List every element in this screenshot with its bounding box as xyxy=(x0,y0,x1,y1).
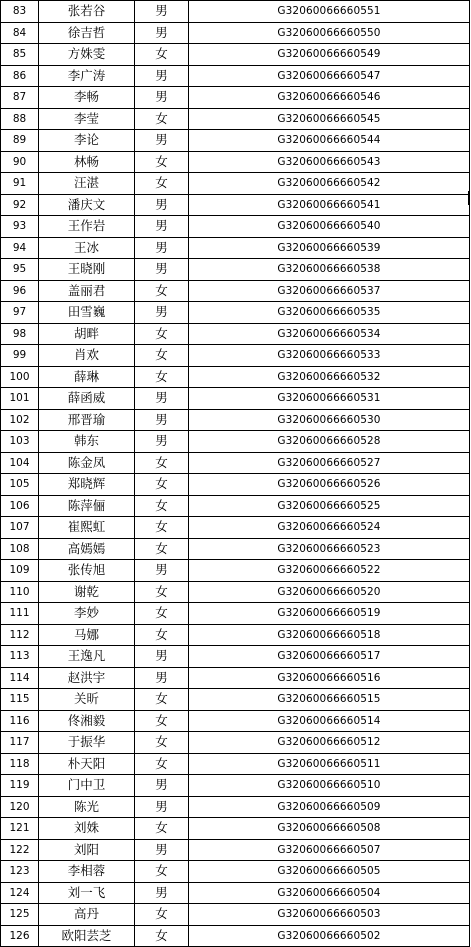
row-number-cell: 113 xyxy=(1,646,39,668)
id-number-cell: G32060066660550 xyxy=(189,22,470,44)
gender-cell: 女 xyxy=(135,624,189,646)
table-row xyxy=(1,882,470,904)
id-number-cell: G32060066660533 xyxy=(189,345,470,367)
name-cell: 胡畔 xyxy=(39,323,135,345)
id-number-cell: G32060066660543 xyxy=(189,151,470,173)
name-cell: 于振华 xyxy=(39,732,135,754)
gender-cell: 女 xyxy=(135,689,189,711)
gender-cell: 男 xyxy=(135,194,189,216)
row-number-cell: 108 xyxy=(1,538,39,560)
name-cell: 马娜 xyxy=(39,624,135,646)
row-number-cell: 97 xyxy=(1,302,39,324)
id-number-cell: G32060066660526 xyxy=(189,474,470,496)
table-row xyxy=(1,302,470,324)
table-row xyxy=(1,22,470,44)
gender-cell: 男 xyxy=(135,775,189,797)
name-cell: 薛函威 xyxy=(39,388,135,410)
name-cell: 赵洪宇 xyxy=(39,667,135,689)
name-cell: 邢晋瑜 xyxy=(39,409,135,431)
table-row xyxy=(1,366,470,388)
gender-cell: 女 xyxy=(135,280,189,302)
name-cell: 关昕 xyxy=(39,689,135,711)
id-number-cell: G32060066660520 xyxy=(189,581,470,603)
gender-cell: 男 xyxy=(135,388,189,410)
id-number-cell: G32060066660528 xyxy=(189,431,470,453)
name-cell: 谢乾 xyxy=(39,581,135,603)
row-number-cell: 114 xyxy=(1,667,39,689)
row-number-cell: 116 xyxy=(1,710,39,732)
table-row xyxy=(1,323,470,345)
table-row xyxy=(1,151,470,173)
table-row xyxy=(1,710,470,732)
id-number-cell: G32060066660549 xyxy=(189,44,470,66)
id-number-cell: G32060066660546 xyxy=(189,87,470,109)
id-number-cell: G32060066660523 xyxy=(189,538,470,560)
gender-cell: 男 xyxy=(135,560,189,582)
table-row xyxy=(1,818,470,840)
id-number-cell: G32060066660502 xyxy=(189,925,470,947)
table-row xyxy=(1,732,470,754)
row-number-cell: 86 xyxy=(1,65,39,87)
id-number-cell: G32060066660503 xyxy=(189,904,470,926)
gender-cell: 女 xyxy=(135,151,189,173)
table-row xyxy=(1,753,470,775)
name-cell: 林畅 xyxy=(39,151,135,173)
id-number-cell: G32060066660518 xyxy=(189,624,470,646)
cursor-mark xyxy=(468,191,470,205)
gender-cell: 男 xyxy=(135,65,189,87)
name-cell: 王作岩 xyxy=(39,216,135,238)
table-row xyxy=(1,581,470,603)
name-cell: 王冰 xyxy=(39,237,135,259)
table-row xyxy=(1,495,470,517)
name-cell: 朴天阳 xyxy=(39,753,135,775)
row-number-cell: 92 xyxy=(1,194,39,216)
name-cell: 张传旭 xyxy=(39,560,135,582)
id-number-cell: G32060066660534 xyxy=(189,323,470,345)
row-number-cell: 89 xyxy=(1,130,39,152)
name-cell: 盖丽君 xyxy=(39,280,135,302)
table-row xyxy=(1,839,470,861)
row-number-cell: 100 xyxy=(1,366,39,388)
gender-cell: 男 xyxy=(135,237,189,259)
gender-cell: 女 xyxy=(135,108,189,130)
gender-cell: 女 xyxy=(135,495,189,517)
row-number-cell: 111 xyxy=(1,603,39,625)
name-cell: 肖欢 xyxy=(39,345,135,367)
id-number-cell: G32060066660525 xyxy=(189,495,470,517)
gender-cell: 男 xyxy=(135,409,189,431)
gender-cell: 女 xyxy=(135,861,189,883)
table-row xyxy=(1,216,470,238)
name-cell: 徐吉哲 xyxy=(39,22,135,44)
name-cell: 李相蓉 xyxy=(39,861,135,883)
name-cell: 欧阳芸芝 xyxy=(39,925,135,947)
id-number-cell: G32060066660530 xyxy=(189,409,470,431)
table-row xyxy=(1,409,470,431)
table-row xyxy=(1,130,470,152)
id-number-cell: G32060066660538 xyxy=(189,259,470,281)
row-number-cell: 104 xyxy=(1,452,39,474)
gender-cell: 女 xyxy=(135,44,189,66)
name-cell: 李莹 xyxy=(39,108,135,130)
gender-cell: 女 xyxy=(135,366,189,388)
name-cell: 高嫣嫣 xyxy=(39,538,135,560)
id-number-cell: G32060066660517 xyxy=(189,646,470,668)
gender-cell: 女 xyxy=(135,603,189,625)
gender-cell: 女 xyxy=(135,452,189,474)
row-number-cell: 95 xyxy=(1,259,39,281)
id-number-cell: G32060066660542 xyxy=(189,173,470,195)
id-number-cell: G32060066660539 xyxy=(189,237,470,259)
gender-cell: 男 xyxy=(135,431,189,453)
name-cell: 李论 xyxy=(39,130,135,152)
gender-cell: 女 xyxy=(135,753,189,775)
table-row xyxy=(1,1,470,23)
gender-cell: 男 xyxy=(135,646,189,668)
name-cell: 刘阳 xyxy=(39,839,135,861)
name-cell: 崔熙虹 xyxy=(39,517,135,539)
name-cell: 高丹 xyxy=(39,904,135,926)
table-row xyxy=(1,44,470,66)
name-cell: 刘姝 xyxy=(39,818,135,840)
row-number-cell: 107 xyxy=(1,517,39,539)
row-number-cell: 85 xyxy=(1,44,39,66)
gender-cell: 女 xyxy=(135,323,189,345)
row-number-cell: 91 xyxy=(1,173,39,195)
table-row xyxy=(1,904,470,926)
table-row xyxy=(1,775,470,797)
name-cell: 张若谷 xyxy=(39,1,135,23)
name-cell: 李畅 xyxy=(39,87,135,109)
row-number-cell: 122 xyxy=(1,839,39,861)
id-number-cell: G32060066660544 xyxy=(189,130,470,152)
id-number-cell: G32060066660504 xyxy=(189,882,470,904)
table-row xyxy=(1,173,470,195)
gender-cell: 男 xyxy=(135,216,189,238)
table-row xyxy=(1,925,470,947)
name-cell: 薛琳 xyxy=(39,366,135,388)
gender-cell: 男 xyxy=(135,259,189,281)
gender-cell: 女 xyxy=(135,173,189,195)
name-cell: 陈金凤 xyxy=(39,452,135,474)
id-number-cell: G32060066660527 xyxy=(189,452,470,474)
id-number-cell: G32060066660545 xyxy=(189,108,470,130)
name-cell: 田雪巍 xyxy=(39,302,135,324)
row-number-cell: 102 xyxy=(1,409,39,431)
gender-cell: 女 xyxy=(135,925,189,947)
table-row xyxy=(1,194,470,216)
table-row xyxy=(1,646,470,668)
row-number-cell: 83 xyxy=(1,1,39,23)
gender-cell: 男 xyxy=(135,302,189,324)
id-number-cell: G32060066660540 xyxy=(189,216,470,238)
row-number-cell: 87 xyxy=(1,87,39,109)
id-number-cell: G32060066660515 xyxy=(189,689,470,711)
gender-cell: 男 xyxy=(135,1,189,23)
id-number-cell: G32060066660551 xyxy=(189,1,470,23)
table-row xyxy=(1,517,470,539)
row-number-cell: 105 xyxy=(1,474,39,496)
id-number-cell: G32060066660505 xyxy=(189,861,470,883)
row-number-cell: 118 xyxy=(1,753,39,775)
table-row xyxy=(1,87,470,109)
id-number-cell: G32060066660524 xyxy=(189,517,470,539)
row-number-cell: 124 xyxy=(1,882,39,904)
id-number-cell: G32060066660511 xyxy=(189,753,470,775)
id-number-cell: G32060066660532 xyxy=(189,366,470,388)
row-number-cell: 98 xyxy=(1,323,39,345)
row-number-cell: 126 xyxy=(1,925,39,947)
id-number-cell: G32060066660519 xyxy=(189,603,470,625)
row-number-cell: 103 xyxy=(1,431,39,453)
table-row xyxy=(1,280,470,302)
name-cell: 王逸凡 xyxy=(39,646,135,668)
row-number-cell: 119 xyxy=(1,775,39,797)
table-row xyxy=(1,65,470,87)
name-cell: 门中卫 xyxy=(39,775,135,797)
id-number-cell: G32060066660512 xyxy=(189,732,470,754)
id-number-cell: G32060066660535 xyxy=(189,302,470,324)
gender-cell: 女 xyxy=(135,710,189,732)
table-row xyxy=(1,108,470,130)
gender-cell: 男 xyxy=(135,882,189,904)
gender-cell: 女 xyxy=(135,581,189,603)
name-cell: 陈萍俪 xyxy=(39,495,135,517)
gender-cell: 女 xyxy=(135,904,189,926)
row-number-cell: 109 xyxy=(1,560,39,582)
gender-cell: 男 xyxy=(135,667,189,689)
row-number-cell: 110 xyxy=(1,581,39,603)
row-number-cell: 125 xyxy=(1,904,39,926)
name-cell: 汪湛 xyxy=(39,173,135,195)
row-number-cell: 115 xyxy=(1,689,39,711)
name-cell: 韩东 xyxy=(39,431,135,453)
table-row xyxy=(1,689,470,711)
name-cell: 陈光 xyxy=(39,796,135,818)
table-row xyxy=(1,388,470,410)
table-row xyxy=(1,796,470,818)
name-cell: 刘一飞 xyxy=(39,882,135,904)
table-row xyxy=(1,259,470,281)
table-row xyxy=(1,560,470,582)
gender-cell: 男 xyxy=(135,22,189,44)
table-row xyxy=(1,624,470,646)
gender-cell: 男 xyxy=(135,796,189,818)
table-row xyxy=(1,538,470,560)
id-number-cell: G32060066660537 xyxy=(189,280,470,302)
row-number-cell: 94 xyxy=(1,237,39,259)
row-number-cell: 112 xyxy=(1,624,39,646)
row-number-cell: 93 xyxy=(1,216,39,238)
gender-cell: 男 xyxy=(135,839,189,861)
row-number-cell: 117 xyxy=(1,732,39,754)
table-row xyxy=(1,667,470,689)
name-cell: 潘庆文 xyxy=(39,194,135,216)
row-number-cell: 84 xyxy=(1,22,39,44)
row-number-cell: 106 xyxy=(1,495,39,517)
gender-cell: 男 xyxy=(135,130,189,152)
row-number-cell: 96 xyxy=(1,280,39,302)
id-number-cell: G32060066660508 xyxy=(189,818,470,840)
gender-cell: 女 xyxy=(135,474,189,496)
id-number-cell: G32060066660507 xyxy=(189,839,470,861)
gender-cell: 男 xyxy=(135,87,189,109)
id-number-cell: G32060066660516 xyxy=(189,667,470,689)
table-row xyxy=(1,603,470,625)
table-row xyxy=(1,237,470,259)
row-number-cell: 101 xyxy=(1,388,39,410)
row-number-cell: 120 xyxy=(1,796,39,818)
id-number-cell: G32060066660541 xyxy=(189,194,470,216)
id-number-cell: G32060066660510 xyxy=(189,775,470,797)
table-row xyxy=(1,452,470,474)
id-number-cell: G32060066660547 xyxy=(189,65,470,87)
gender-cell: 女 xyxy=(135,732,189,754)
id-number-cell: G32060066660522 xyxy=(189,560,470,582)
table-row xyxy=(1,861,470,883)
id-number-cell: G32060066660514 xyxy=(189,710,470,732)
name-cell: 李广涛 xyxy=(39,65,135,87)
gender-cell: 女 xyxy=(135,818,189,840)
id-number-cell: G32060066660509 xyxy=(189,796,470,818)
gender-cell: 女 xyxy=(135,517,189,539)
row-number-cell: 88 xyxy=(1,108,39,130)
table-row xyxy=(1,431,470,453)
table-row xyxy=(1,474,470,496)
roster-body xyxy=(1,1,470,947)
gender-cell: 女 xyxy=(135,538,189,560)
id-number-cell: G32060066660531 xyxy=(189,388,470,410)
row-number-cell: 121 xyxy=(1,818,39,840)
name-cell: 郑晓辉 xyxy=(39,474,135,496)
name-cell: 佟湘毅 xyxy=(39,710,135,732)
row-number-cell: 99 xyxy=(1,345,39,367)
name-cell: 方姝雯 xyxy=(39,44,135,66)
gender-cell: 女 xyxy=(135,345,189,367)
row-number-cell: 123 xyxy=(1,861,39,883)
name-cell: 李妙 xyxy=(39,603,135,625)
row-number-cell: 90 xyxy=(1,151,39,173)
name-cell: 王晓刚 xyxy=(39,259,135,281)
table-row xyxy=(1,345,470,367)
